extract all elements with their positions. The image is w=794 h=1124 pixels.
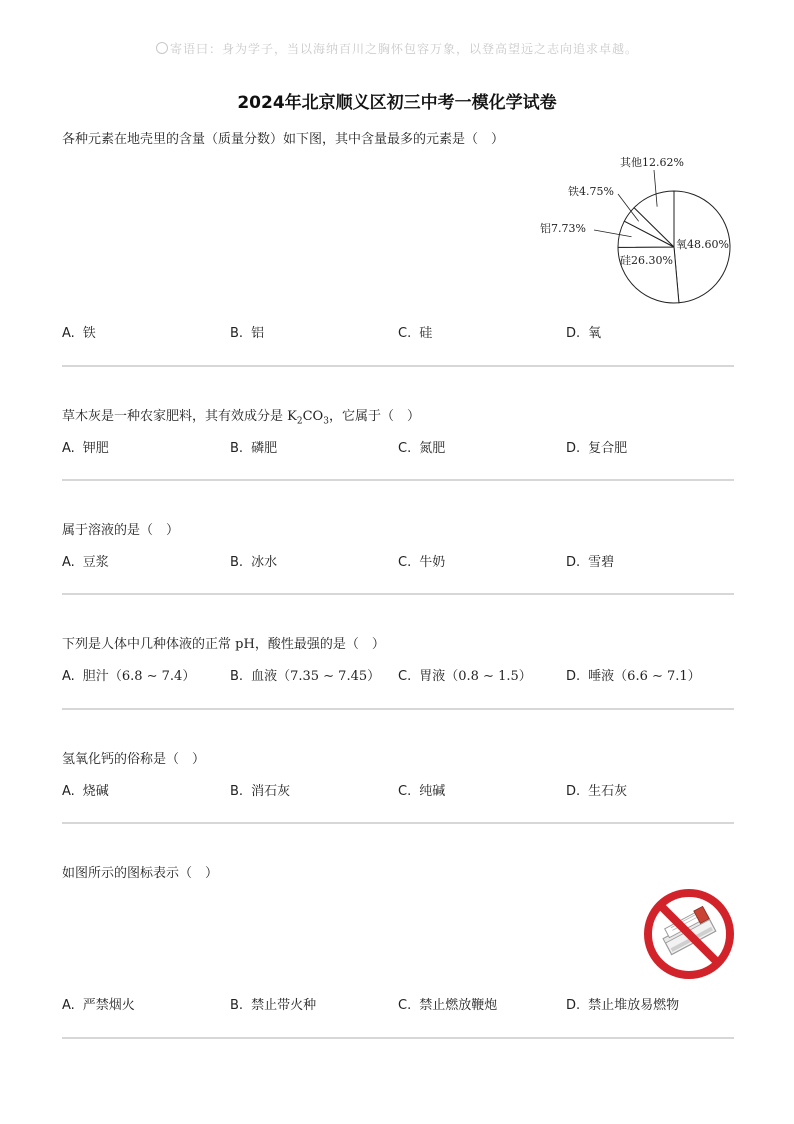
options-row: [62, 554, 734, 572]
option-a[interactable]: A. 严禁烟火: [62, 998, 135, 1013]
option-d[interactable]: D. 氧: [566, 326, 602, 341]
option-c[interactable]: C. 氮肥: [398, 441, 446, 456]
question-stem: 属于溶液的是（ ）: [62, 523, 180, 538]
question-divider: [62, 365, 734, 367]
option-c[interactable]: C. 禁止燃放鞭炮: [398, 998, 498, 1013]
option-b[interactable]: B. 禁止带火种: [230, 998, 317, 1013]
pie-label-铁: 铁4.75%: [568, 185, 614, 198]
crust-element-pie-chart: [532, 150, 742, 310]
pie-label-其他: 其他12.62%: [620, 156, 684, 169]
pie-label-氧: 氧48.60%: [676, 238, 729, 251]
header-motto: 寄语曰：身为学子，当以海纳百川之胸怀包容万象，以登高望远之志向追求卓越。: [0, 40, 794, 57]
question-stem: 下列是人体中几种体液的正常 pH，酸性最强的是（ ）: [62, 637, 385, 652]
option-a[interactable]: A. 豆浆: [62, 555, 109, 570]
question-divider: [62, 822, 734, 824]
question-3: [62, 522, 734, 570]
option-b[interactable]: B. 铝: [230, 326, 265, 341]
option-a[interactable]: A. 钾肥: [62, 441, 109, 456]
ph-symbol: pH: [235, 637, 255, 652]
question-stem: 氢氧化钙的俗称是（ ）: [62, 752, 206, 767]
question-6: [62, 865, 734, 883]
option-b[interactable]: B. 血液（7.35 ∼ 7.45）: [230, 669, 381, 684]
question-divider: [62, 708, 734, 710]
page-title: 2024年北京顺义区初三中考一模化学试卷: [237, 93, 557, 113]
options-row: [62, 440, 734, 458]
option-b[interactable]: B. 磷肥: [230, 441, 278, 456]
question-divider: [62, 593, 734, 595]
option-a[interactable]: A. 铁: [62, 326, 96, 341]
pie-label-铝: 铝7.73%: [540, 222, 586, 235]
option-c[interactable]: C. 牛奶: [398, 555, 446, 570]
option-b[interactable]: B. 冰水: [230, 555, 278, 570]
option-d[interactable]: D. 生石灰: [566, 784, 628, 799]
option-c[interactable]: C. 硅: [398, 326, 433, 341]
question-divider: [62, 1037, 734, 1039]
option-a[interactable]: A. 烧碱: [62, 784, 109, 799]
options-row: [62, 668, 734, 686]
options-row: [62, 325, 734, 343]
question-divider: [62, 479, 734, 481]
question-stem: 如图所示的图标表示（ ）: [62, 866, 219, 881]
question-2: [62, 408, 734, 456]
option-d[interactable]: D. 雪碧: [566, 555, 615, 570]
option-d[interactable]: D. 复合肥: [566, 441, 628, 456]
option-c[interactable]: C. 胃液（0.8 ∼ 1.5）: [398, 669, 532, 684]
formula-k2co3: $K_2CO_3$: [287, 409, 329, 427]
option-a[interactable]: A. 胆汁（6.8 ∼ 7.4）: [62, 669, 196, 684]
question-1: [62, 131, 734, 149]
question-4: [62, 636, 734, 684]
option-c[interactable]: C. 纯碱: [398, 784, 446, 799]
option-d[interactable]: D. 禁止堆放易燃物: [566, 998, 680, 1013]
question-5: [62, 751, 734, 799]
option-d[interactable]: D. 唾液（6.6 ∼ 7.1）: [566, 669, 701, 684]
question-stem: 各种元素在地壳里的含量（质量分数）如下图，其中含量最多的元素是（ ）: [62, 132, 505, 147]
option-b[interactable]: B. 消石灰: [230, 784, 291, 799]
no-matches-sign-icon: [640, 888, 738, 980]
pie-label-硅: 硅26.30%: [620, 254, 673, 267]
circle-mark-icon: [156, 42, 168, 54]
options-row: [62, 997, 734, 1015]
question-stem: 草木灰是一种农家肥料，其有效成分是 $K_2CO_3$，它属于（ ）: [62, 409, 420, 427]
options-row: [62, 783, 734, 801]
